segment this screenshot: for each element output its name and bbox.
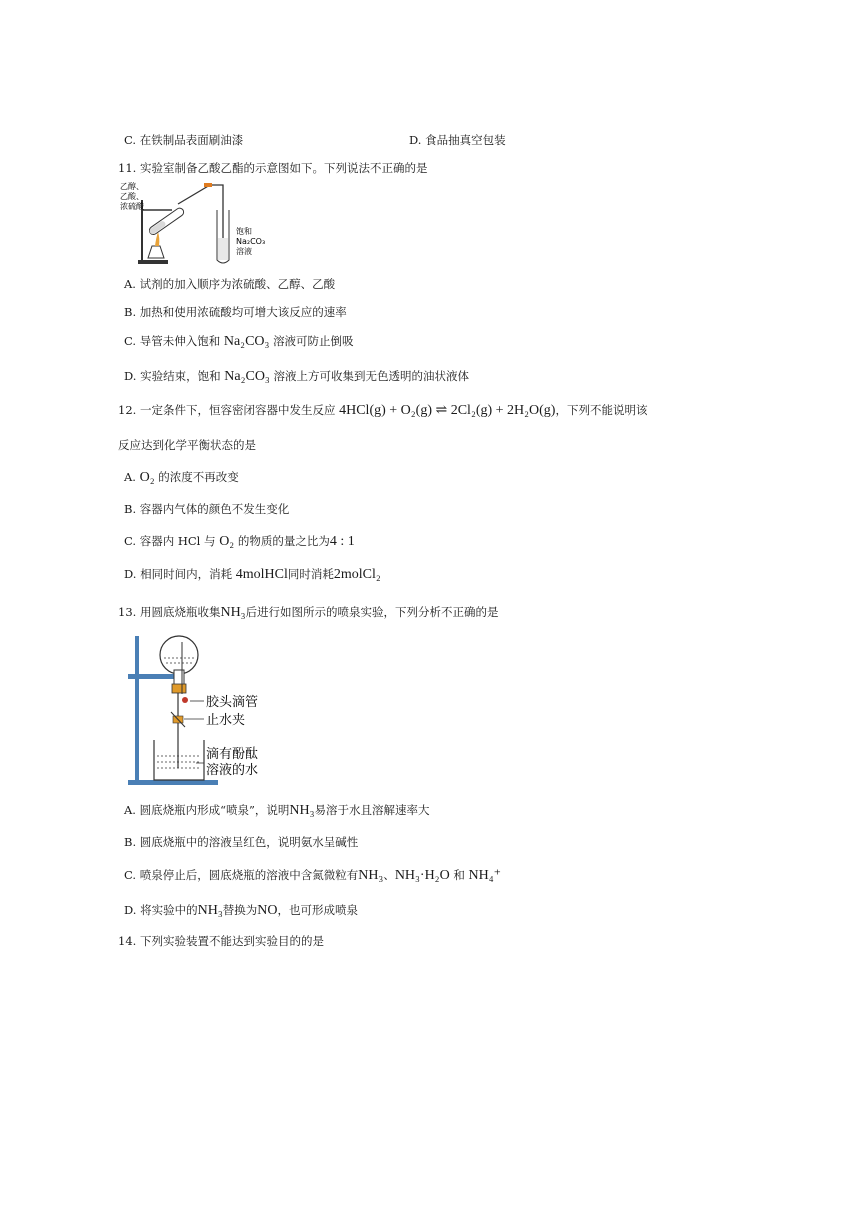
beaker: [154, 740, 204, 780]
q11-stem: 11. 实验室制备乙酸乙酯的示意图如下。下列说法不正确的是: [118, 161, 428, 175]
tilted-test-tube: [148, 207, 185, 236]
round-bottom-flask: [160, 636, 198, 674]
delivery-tube: [178, 185, 223, 248]
alcohol-lamp: [148, 246, 164, 258]
stand-base: [138, 260, 168, 264]
water-label-1: 滴有酚酞: [206, 747, 259, 762]
water-label-2: 溶液的水: [206, 763, 259, 778]
solution-label-3: 溶液: [236, 247, 252, 256]
q14-stem: 14. 下列实验装置不能达到实验目的的是: [118, 934, 324, 948]
q11-option-d: D. 实验结束，饱和 Na₂CO₃ 溶液上方可收集到无色透明的油状液体: [124, 369, 469, 384]
rubber-joint: [204, 183, 212, 187]
q13-option-d: D. 将实验中的NH₃替换为NO，也可形成喷泉: [124, 903, 358, 918]
reagent-label-2: 乙酸、: [120, 192, 144, 201]
q12-option-b: B. 容器内气体的颜色不发生变化: [124, 502, 290, 516]
q11-option-b: B. 加热和使用浓硫酸均可增大该反应的速率: [124, 305, 347, 319]
reagent-label-1: 乙醇、: [120, 182, 144, 191]
q12-stem-line2: 反应达到化学平衡状态的是: [118, 438, 256, 452]
q13-option-a: A. 圆底烧瓶内形成“喷泉”，说明NH₃易溶于水且溶解速率大: [124, 803, 430, 818]
clamp-label: 止水夹: [206, 713, 246, 728]
q12-option-c: C. 容器内 HCl 与 O₂ 的物质的量之比为4 : 1: [124, 534, 355, 549]
fountain-experiment-figure: [124, 630, 284, 790]
dropper-label: 胶头滴管: [206, 695, 259, 710]
stand-base: [128, 780, 218, 785]
q11-option-c: C. 导管未伸入饱和 Na₂CO₃ 溶液可防止倒吸: [124, 334, 354, 349]
q13-option-b: B. 圆底烧瓶中的溶液呈红色，说明氨水呈碱性: [124, 835, 359, 849]
stand-clamp: [128, 674, 180, 679]
esterification-apparatus-figure: [118, 180, 268, 268]
q12-option-a: A. O₂ 的浓度不再改变: [124, 470, 239, 485]
q10-option-d: D. 食品抽真空包装: [409, 133, 506, 147]
q12-option-d: D. 相同时间内，消耗 4molHCl同时消耗2molCl₂: [124, 567, 381, 582]
q13-option-c: C. 喷泉停止后，圆底烧瓶的溶液中含氮微粒有NH₃、NH₃·H₂O 和 NH₄⁺: [124, 868, 501, 883]
q11-option-a: A. 试剂的加入顺序为浓硫酸、乙醇、乙酸: [124, 277, 336, 291]
stopper: [172, 684, 186, 693]
solution-label-2: Na₂CO₃: [236, 237, 266, 246]
q10-option-c: C. 在铁制品表面刷油漆: [124, 133, 244, 147]
dropper-bulb: [182, 697, 188, 703]
reagent-label-3: 浓硫酸: [120, 202, 144, 211]
solution-label-1: 饱和: [236, 227, 252, 236]
stand-rod: [135, 636, 139, 780]
q12-stem: 12. 一定条件下，恒容密闭容器中发生反应 4HCl(g) + O₂(g) ⇌ 2Cl₂(g) + 2H₂O(g)，下列不能说明该: [118, 403, 648, 418]
q13-stem: 13. 用圆底烧瓶收集NH₃后进行如图所示的喷泉实验，下列分析不正确的是: [118, 605, 499, 620]
